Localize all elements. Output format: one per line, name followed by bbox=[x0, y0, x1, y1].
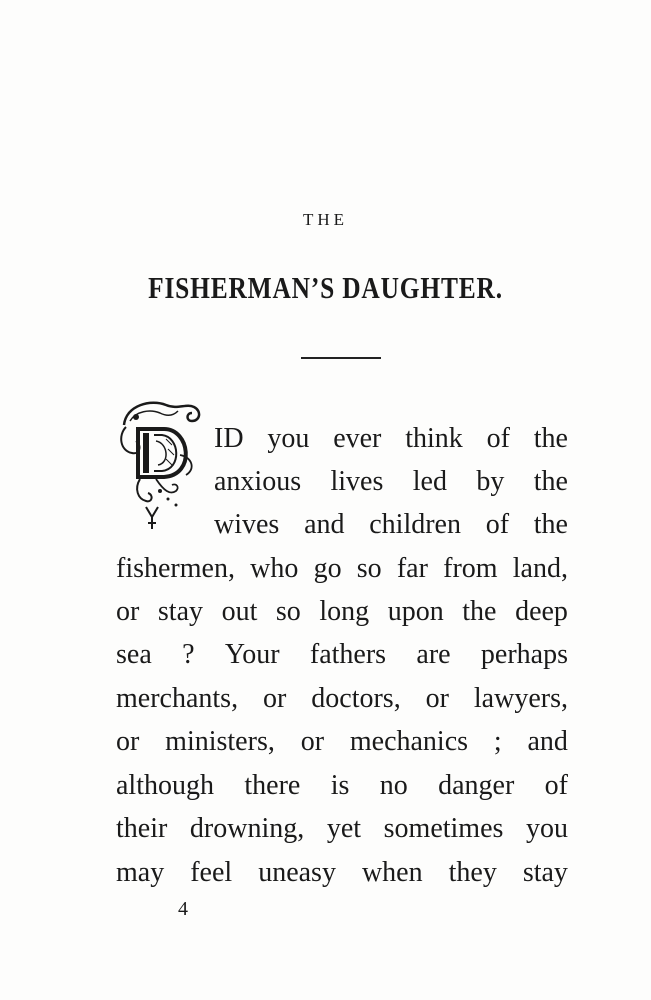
word: and bbox=[527, 726, 568, 757]
chapter-title: FISHERMAN’S DAUGHTER. bbox=[148, 270, 503, 305]
word: who bbox=[250, 553, 299, 584]
word: land, bbox=[512, 553, 568, 584]
word: may bbox=[116, 857, 165, 888]
body-line-5 bbox=[116, 598, 568, 626]
word: far bbox=[396, 553, 428, 584]
word: ever bbox=[333, 423, 382, 454]
word: from bbox=[443, 553, 498, 584]
word: fishermen, bbox=[116, 553, 235, 584]
word: long bbox=[319, 596, 370, 627]
body-line-6 bbox=[116, 641, 568, 669]
word: or bbox=[300, 726, 325, 757]
word: the bbox=[462, 596, 497, 627]
word: although bbox=[116, 770, 214, 801]
word: lives bbox=[330, 466, 384, 497]
word: their bbox=[116, 813, 168, 844]
word: feel bbox=[190, 857, 233, 888]
word: are bbox=[416, 639, 451, 670]
word: the bbox=[533, 509, 568, 540]
word: or bbox=[116, 726, 140, 757]
word: anxious bbox=[214, 466, 302, 497]
word: go bbox=[313, 553, 342, 584]
word: yet bbox=[326, 813, 362, 844]
word: deep bbox=[515, 596, 568, 627]
word: no bbox=[379, 770, 408, 801]
body-line-1 bbox=[214, 425, 568, 453]
word: led bbox=[412, 466, 447, 497]
word: fathers bbox=[309, 639, 387, 670]
title-divider bbox=[301, 357, 381, 359]
word: lawyers, bbox=[473, 683, 568, 714]
word: and bbox=[304, 509, 345, 540]
word: when bbox=[361, 857, 423, 888]
word: wives bbox=[214, 509, 280, 540]
word: you bbox=[526, 813, 568, 844]
word: so bbox=[356, 553, 382, 584]
word: merchants, bbox=[116, 683, 239, 714]
word: danger bbox=[438, 770, 515, 801]
body-line-10 bbox=[116, 815, 568, 843]
word: is bbox=[330, 770, 350, 801]
word: or bbox=[116, 596, 140, 627]
word: or bbox=[425, 683, 449, 714]
word: of bbox=[486, 423, 510, 454]
body-line-9 bbox=[116, 772, 568, 800]
word: drowning, bbox=[189, 813, 305, 844]
word: Your bbox=[224, 639, 280, 670]
word: or bbox=[263, 683, 287, 714]
word: sometimes bbox=[383, 813, 504, 844]
page-number: 4 bbox=[178, 898, 188, 920]
word: you bbox=[267, 423, 310, 454]
ornate-initial-d-icon bbox=[116, 395, 206, 535]
word: stay bbox=[157, 596, 203, 627]
word: perhaps bbox=[480, 639, 568, 670]
body-line-2 bbox=[214, 468, 568, 496]
word: out bbox=[221, 596, 258, 627]
word: uneasy bbox=[258, 857, 336, 888]
word: upon bbox=[387, 596, 444, 627]
word: by bbox=[476, 466, 505, 497]
body-line-4 bbox=[116, 555, 568, 583]
body-line-3 bbox=[214, 511, 568, 539]
word: doctors, bbox=[311, 683, 401, 714]
word: think bbox=[405, 423, 463, 454]
word: of bbox=[544, 770, 568, 801]
word: ; bbox=[493, 726, 502, 757]
word: sea bbox=[116, 639, 152, 670]
body-line-11 bbox=[116, 859, 568, 887]
word: they bbox=[448, 857, 497, 888]
word: ID bbox=[214, 423, 244, 454]
word: ? bbox=[182, 639, 195, 670]
word: of bbox=[485, 509, 510, 540]
word: children bbox=[369, 509, 461, 540]
word: the bbox=[533, 423, 568, 454]
word: so bbox=[275, 596, 301, 627]
word: stay bbox=[522, 857, 568, 888]
word: there bbox=[244, 770, 301, 801]
word: ministers, bbox=[165, 726, 275, 757]
word: mechanics bbox=[349, 726, 469, 757]
body-line-7 bbox=[116, 685, 568, 713]
word: the bbox=[533, 466, 568, 497]
body-line-8 bbox=[116, 728, 568, 756]
title-kicker: THE bbox=[302, 210, 349, 229]
